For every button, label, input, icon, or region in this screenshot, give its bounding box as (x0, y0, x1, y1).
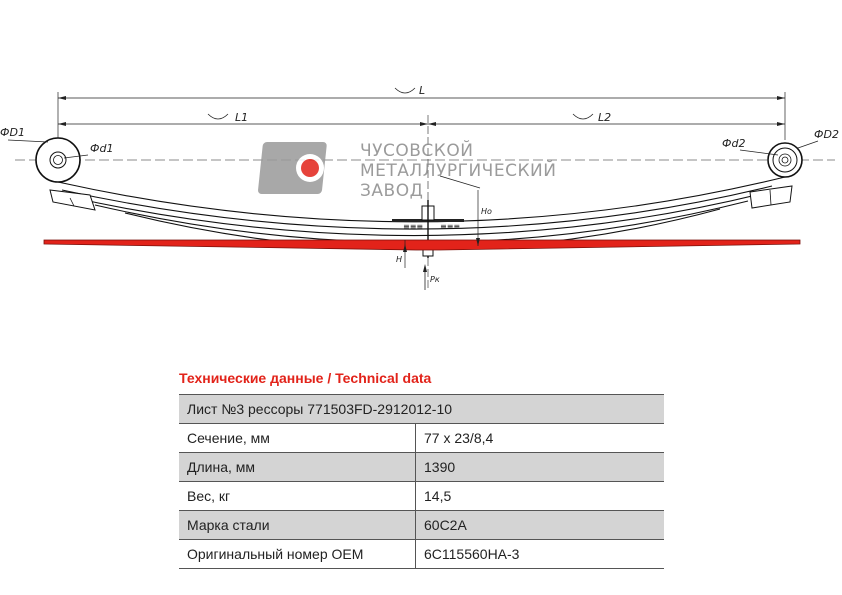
label-Ho: Ho (481, 207, 492, 216)
company-logo (258, 139, 557, 201)
row-label: Сечение, мм (179, 424, 416, 453)
label-H: H (396, 255, 403, 264)
svg-text:≡≡≡: ≡≡≡ (403, 222, 424, 231)
logo-line-2: МЕТАЛЛУРГИЧЕСКИЙ (360, 161, 557, 181)
label-L2: L2 (598, 111, 612, 124)
svg-text:≡≡≡: ≡≡≡ (440, 222, 461, 231)
row-value: 14,5 (416, 482, 665, 511)
row-value: 60С2А (416, 511, 665, 540)
technical-data-table (179, 394, 664, 569)
red-leaf (44, 240, 800, 250)
table-row (179, 511, 664, 540)
row-label: Вес, кг (179, 482, 416, 511)
row-label: Марка стали (179, 511, 416, 540)
label-Pk: Pк (430, 275, 440, 284)
label-D2: ФD2 (814, 128, 839, 141)
table-row (179, 453, 664, 482)
label-D1: ФD1 (0, 126, 25, 139)
label-d2: Фd2 (722, 137, 746, 150)
label-d1: Фd1 (90, 142, 114, 155)
table-header-row (179, 395, 664, 424)
label-L1: L1 (235, 111, 249, 124)
row-label: Оригинальный номер OEM (179, 540, 416, 569)
right-eye (768, 143, 802, 177)
logo-line-3: ЗАВОД (360, 181, 424, 201)
row-value: 77 х 23/8,4 (416, 424, 665, 453)
table-header-cell: Лист №3 рессоры 771503FD-2912012-10 (179, 395, 664, 424)
row-value: 6С115560НА-3 (416, 540, 665, 569)
row-value: 1390 (416, 453, 665, 482)
table-row (179, 482, 664, 511)
table-title: Технические данные / Technical data (179, 370, 432, 386)
gear-logo-icon (258, 142, 327, 194)
table-row (179, 540, 664, 569)
logo-line-1: ЧУСОВСКОЙ (360, 141, 474, 161)
row-label: Длина, мм (179, 453, 416, 482)
label-L: L (419, 84, 426, 97)
left-clamp-pad (50, 190, 95, 210)
table-row (179, 424, 664, 453)
left-eye (36, 138, 80, 182)
